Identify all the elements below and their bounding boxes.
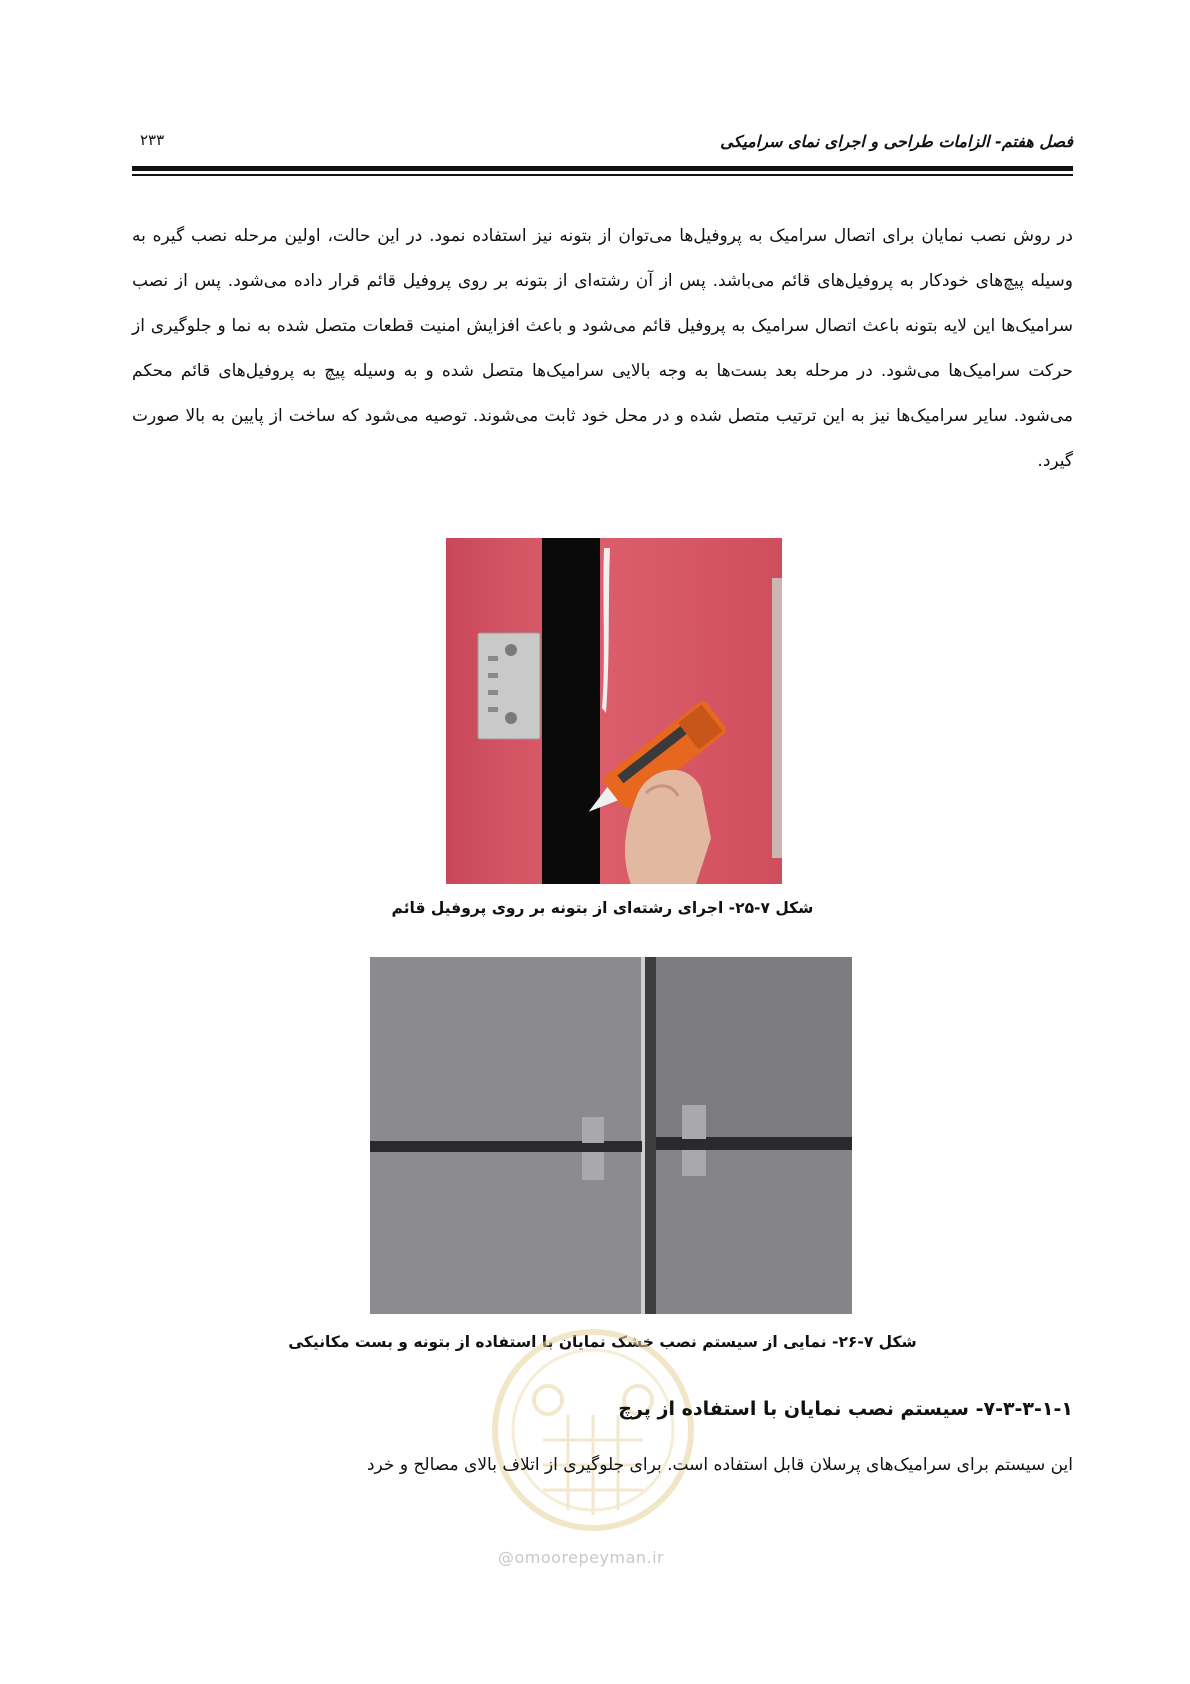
figure-26-caption: شکل ۷-۲۶- نمایی از سیستم نصب خشک نمایان با استفاده از بتونه و بست مکانیکی [288, 1333, 917, 1351]
chapter-title: فصل هفتم- الزامات طراحی و اجرای نمای سرامیکی [720, 132, 1073, 151]
figure-sealant-application [446, 538, 782, 884]
header-rule-thick [132, 166, 1073, 171]
sealant-photo [446, 538, 782, 884]
watermark-url: @omoorepeyman.ir [498, 1548, 665, 1567]
figure-dry-installation [370, 957, 852, 1314]
publisher-seal-watermark [488, 1320, 698, 1540]
tile-installation-photo [370, 957, 852, 1314]
figure-25-caption: شکل ۷-۲۵- اجرای رشته‌ای از بتونه بر روی پروفیل قائم [391, 899, 814, 917]
header-rule-thin [132, 174, 1073, 176]
page-number: ۲۳۳ [140, 131, 165, 149]
body-paragraph: در روش نصب نمایان برای اتصال سرامیک به پروفیل‌ها می‌توان از بتونه نیز استفاده نمود. در این حالت، اولین مرحله نصب گیره به وسیله پیچ‌های خودکار به پروفیل‌های قائم می‌باشد. پس از آن رشته‌ای از بتونه بر روی پروفیل قائم قرار داده می‌شود. پس از نصب سرامیک‌ها این لایه بتونه باعث اتصال سرامیک به پروفیل قائم می‌شود و باعث افزایش امنیت قطعات متصل شده به نما و جلوگیری از حرکت سرامیک‌ها می‌شود. در مرحله بعد بست‌ها به وجه بالایی سرامیک‌ها متصل شده و به وسیله پیچ به پروفیل‌های قائم محکم می‌شود. سایر سرامیک‌ها نیز به این ترتیب متصل شده و در محل خود ثابت می‌شوند. توصیه می‌شود که ساخت از پایین به بالا صورت گیرد. [132, 226, 1073, 471]
section-heading: ۷-۳-۳-۱-۱- سیستم نصب نمایان با استفاده از پرچ [618, 1398, 1073, 1420]
section-text: این سیستم برای سرامیک‌های پرسلان قابل استفاده است. برای جلوگیری از اتلاف بالای مصالح و خرد [366, 1455, 1073, 1475]
